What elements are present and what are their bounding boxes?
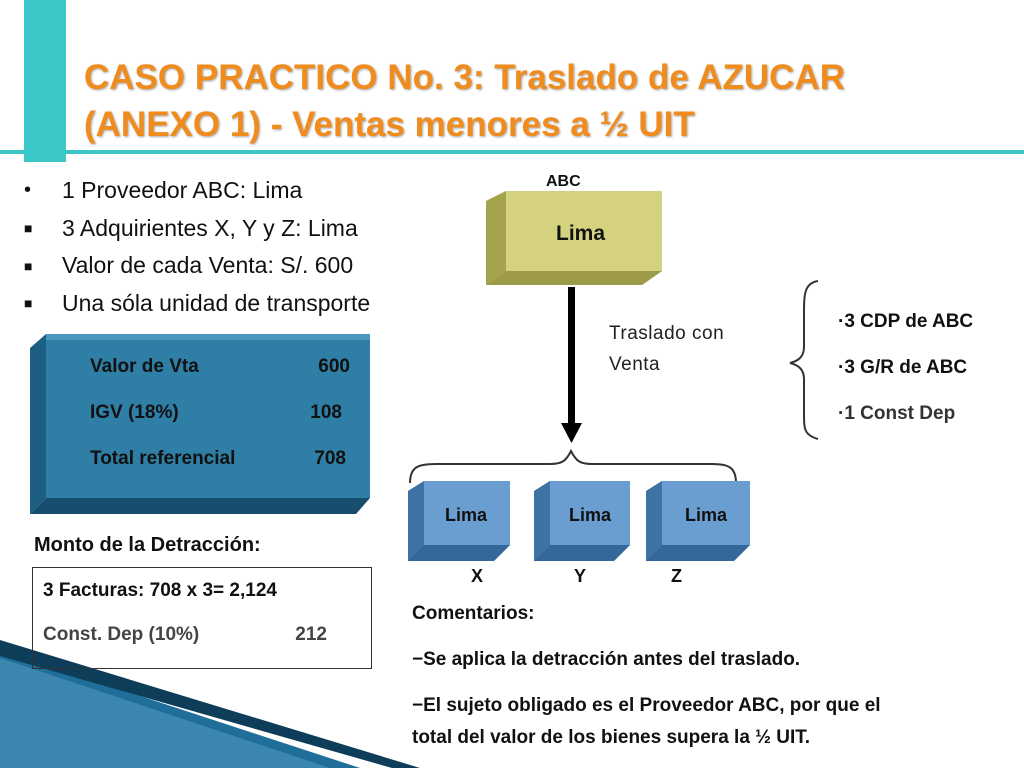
bullet-square-icon: ■ — [24, 257, 33, 274]
arrow-label: Traslado con Venta — [609, 323, 725, 375]
document-item-gr: ·3 G/R de ABC — [838, 357, 968, 378]
list-item: ■ 3 Adquirientes X, Y y Z: Lima — [20, 210, 460, 248]
document-item-cdp: ·3 CDP de ABC — [838, 311, 974, 332]
document-item-const-dep: ·1 Const Dep — [838, 403, 956, 424]
list-item: • 1 Proveedor ABC: Lima — [20, 172, 460, 210]
transfer-arrow — [561, 287, 582, 443]
total-row: Total referencial 708 — [90, 448, 346, 469]
comments-block — [412, 598, 1012, 754]
comment-line-1: −Se aplica la detracción antes del traslado. — [412, 649, 801, 670]
buyer-z-label: Z — [671, 566, 682, 586]
const-dep-row: Const. Dep (10%) 212 — [43, 624, 327, 645]
bullet-square-icon: ■ — [24, 295, 33, 312]
list-item: ■ Valor de cada Venta: S/. 600 — [20, 247, 460, 285]
buyer-y-city: Lima — [569, 505, 612, 525]
title-line-2: (ANEXO 1) - Ventas menores a ½ UIT — [84, 105, 695, 144]
title-underline — [0, 150, 1024, 154]
buyer-x-city: Lima — [445, 505, 488, 525]
sale-value-row: Valor de Vta 600 — [90, 356, 350, 377]
buyer-y-label: Y — [574, 566, 587, 586]
bullet-list — [20, 172, 460, 322]
comments-title: Comentarios: — [412, 603, 535, 624]
buyer-x-label: X — [471, 566, 484, 586]
documents-brace — [790, 281, 818, 439]
supplier-city: Lima — [556, 222, 606, 245]
list-item: ■ Una sóla unidad de transporte — [20, 285, 460, 323]
supplier-label: ABC — [546, 173, 581, 190]
page-title — [84, 54, 1014, 148]
detraccion-title: Monto de la Detracción: — [34, 534, 261, 556]
title-accent-bar — [24, 0, 66, 162]
bullet-dot-icon: • — [24, 179, 32, 202]
detraccion-box — [32, 567, 372, 669]
buyer-z-city: Lima — [685, 505, 728, 525]
buyers-brace — [410, 451, 736, 483]
facturas-row: 3 Facturas: 708 x 3= 2,124 — [43, 580, 277, 601]
comment-line-3: total del valor de los bienes supera la ½ UIT. — [412, 727, 811, 748]
title-line-1: CASO PRACTICO No. 3: Traslado de AZUCAR — [84, 58, 845, 97]
igv-row: IGV (18%) 108 — [90, 402, 342, 423]
sale-values-box — [30, 328, 372, 514]
bullet-square-icon: ■ — [24, 220, 33, 237]
comment-line-2: −El sujeto obligado es el Proveedor ABC, por que el — [412, 695, 881, 716]
